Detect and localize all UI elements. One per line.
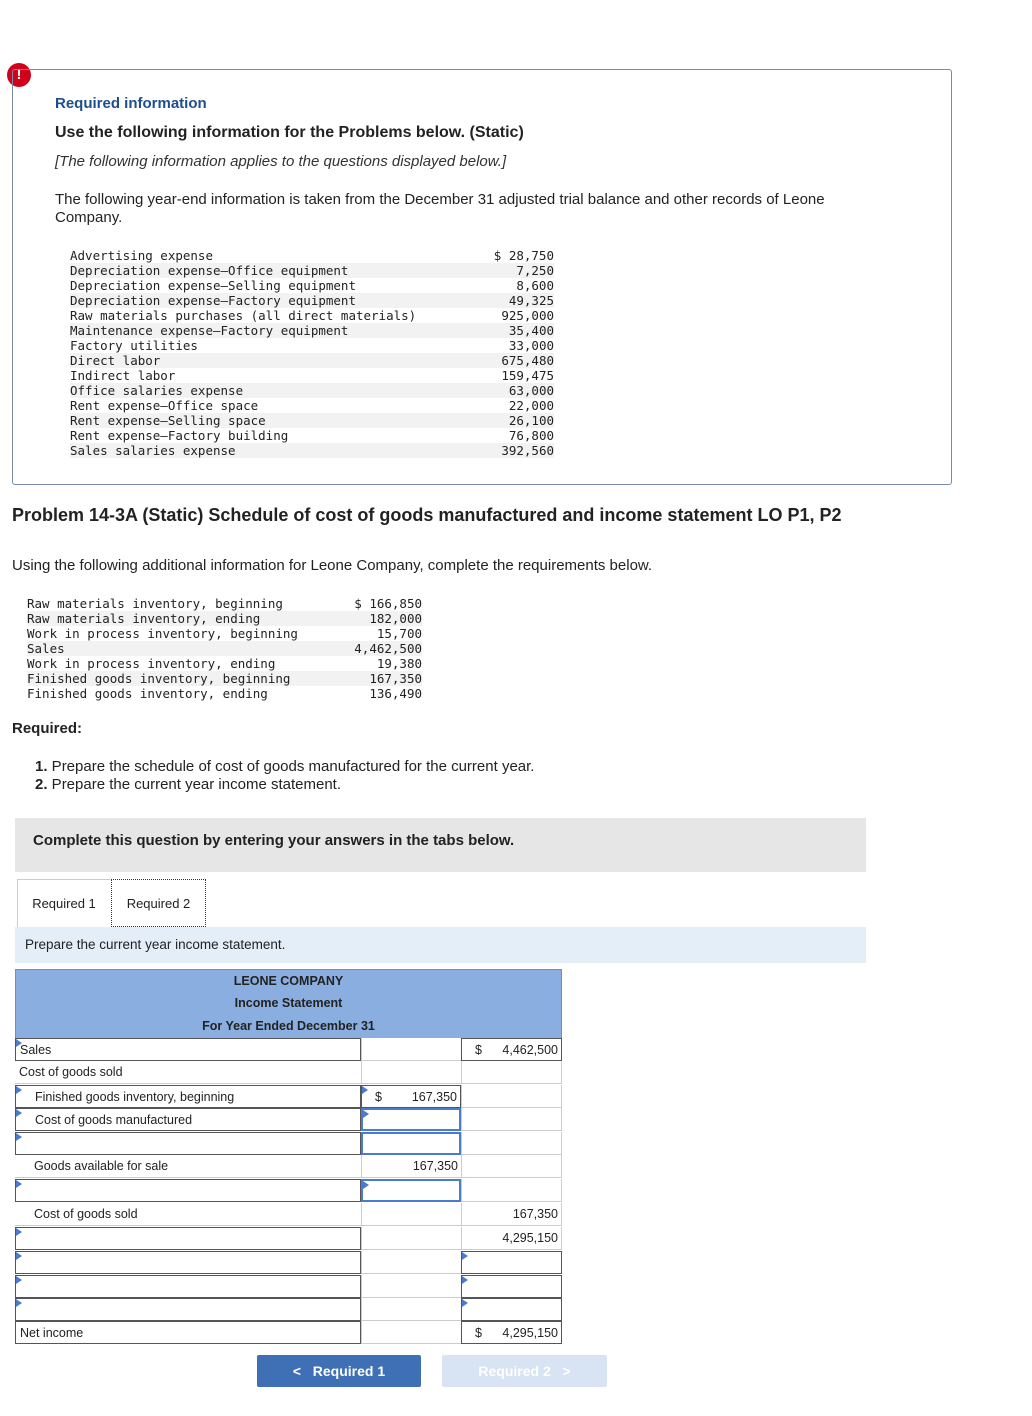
row-amount: 49,325 bbox=[432, 293, 554, 308]
dropdown-marker-icon bbox=[16, 1133, 22, 1141]
table-row bbox=[70, 338, 554, 353]
row-label: Work in process inventory, ending bbox=[27, 656, 276, 671]
row-amount: 15,700 bbox=[376, 626, 422, 641]
row-label: Rent expense—Factory building bbox=[70, 428, 289, 443]
complete-instructions-bar bbox=[15, 818, 866, 872]
complete-instructions-text: Complete this question by entering your answers in the tabs below. bbox=[33, 832, 515, 849]
sales-col2 bbox=[361, 1038, 461, 1061]
row-amount: $ 28,750 bbox=[493, 248, 554, 263]
dropdown-marker-icon bbox=[16, 1299, 22, 1307]
expense-col2-1 bbox=[361, 1251, 461, 1274]
row-label: Raw materials inventory, beginning bbox=[27, 596, 283, 611]
alert-icon: ! bbox=[7, 63, 31, 87]
table-row bbox=[27, 641, 422, 656]
row-label: Finished goods inventory, beginning bbox=[27, 671, 310, 686]
problem-instructions: Using the following additional information for Leone Company, complete the requirements below. bbox=[12, 557, 653, 574]
table-row bbox=[27, 596, 422, 611]
row-label: Factory utilities bbox=[70, 338, 198, 353]
expense-amount-field-2[interactable] bbox=[461, 1275, 562, 1298]
fg-begin-amount-field[interactable]: $ 167,350 bbox=[361, 1085, 461, 1108]
gross-col2 bbox=[361, 1227, 461, 1250]
required-label: Required: bbox=[12, 720, 83, 737]
row-amount: 675,480 bbox=[432, 353, 554, 368]
tab-required-1[interactable]: Required 1 bbox=[17, 879, 110, 927]
table-row bbox=[27, 656, 422, 671]
row-label: Depreciation expense—Selling equipment bbox=[70, 278, 356, 293]
blank-amount-field-1[interactable] bbox=[361, 1132, 461, 1155]
sales-amount-field[interactable]: $ 4,462,500 bbox=[461, 1038, 562, 1061]
blank-label-field-2[interactable] bbox=[15, 1179, 361, 1202]
row-amount: 35,400 bbox=[432, 323, 554, 338]
row-amount: 26,100 bbox=[432, 413, 554, 428]
dropdown-marker-icon bbox=[16, 1086, 22, 1094]
dropdown-marker-icon bbox=[16, 1039, 22, 1047]
row-label: Advertising expense bbox=[70, 248, 213, 263]
net-income-label-field[interactable]: Net income bbox=[15, 1321, 361, 1344]
row-amount: 7,250 bbox=[432, 263, 554, 278]
dropdown-marker-icon bbox=[16, 1180, 22, 1188]
row-amount: 33,000 bbox=[508, 338, 554, 353]
row-amount: $ 166,850 bbox=[354, 596, 422, 611]
table-row bbox=[70, 293, 554, 308]
row-amount: 22,000 bbox=[508, 398, 554, 413]
row-amount: 392,560 bbox=[432, 443, 554, 458]
table-row bbox=[70, 368, 554, 383]
info-subheading: Use the following information for the Problems below. (Static) bbox=[55, 124, 524, 141]
gafs-col3 bbox=[461, 1155, 562, 1178]
gafs-amount: 167,350 bbox=[361, 1155, 461, 1178]
row-label: Sales bbox=[27, 641, 310, 656]
row-amount: 925,000 bbox=[501, 308, 554, 323]
next-button-label: Required 2 bbox=[478, 1363, 551, 1379]
gafs-label: Goods available for sale bbox=[15, 1155, 361, 1178]
required-info-heading: Required information bbox=[55, 95, 207, 112]
row-amount: 182,000 bbox=[310, 611, 422, 626]
cogs-col2 bbox=[361, 1203, 461, 1226]
cogs-header-col2 bbox=[361, 1061, 461, 1084]
row-amount: 4,462,500 bbox=[310, 641, 422, 656]
table-row bbox=[27, 686, 422, 701]
chevron-left-icon: < bbox=[292, 1363, 302, 1379]
input-marker-icon bbox=[363, 1110, 369, 1118]
row-label: Depreciation expense—Office equipment bbox=[70, 263, 432, 278]
expense-amount-field-3[interactable] bbox=[461, 1298, 562, 1321]
dropdown-marker-icon bbox=[16, 1109, 22, 1117]
blank-col3-1 bbox=[461, 1132, 562, 1155]
prev-required-1-button[interactable] bbox=[257, 1355, 421, 1387]
net-income-col2 bbox=[361, 1321, 461, 1344]
net-income-amount-field[interactable]: $ 4,295,150 bbox=[461, 1321, 562, 1344]
statement-period: For Year Ended December 31 bbox=[15, 1015, 562, 1038]
tab-required-2[interactable]: Required 2 bbox=[111, 879, 206, 927]
next-required-2-button[interactable] bbox=[442, 1355, 607, 1387]
info-note: [The following information applies to the questions displayed below.] bbox=[55, 153, 507, 170]
row-label: Depreciation expense—Factory equipment bbox=[70, 293, 432, 308]
table-row bbox=[70, 398, 554, 413]
requirements-list bbox=[35, 758, 534, 794]
sales-label-field[interactable]: Sales bbox=[15, 1038, 361, 1061]
row-amount: 8,600 bbox=[516, 278, 554, 293]
row-label: Rent expense—Selling space bbox=[70, 413, 432, 428]
expense-label-field-1[interactable] bbox=[15, 1251, 361, 1274]
table-row bbox=[70, 278, 554, 293]
row-amount: 76,800 bbox=[508, 428, 554, 443]
requirement-1: 1. Prepare the schedule of cost of goods manufactured for the current year. bbox=[35, 758, 535, 775]
row-amount: 159,475 bbox=[501, 368, 554, 383]
blank-amount-field-2[interactable] bbox=[361, 1179, 461, 1202]
gross-label-field[interactable] bbox=[15, 1227, 361, 1250]
dropdown-marker-icon bbox=[16, 1228, 22, 1236]
info-intro: The following year-end information is taken from the December 31 adjusted trial balance and other records of Leone Company. bbox=[55, 191, 825, 226]
cogm-col3 bbox=[461, 1108, 562, 1131]
cogs-header-col3 bbox=[461, 1061, 562, 1084]
blank-col3-2 bbox=[461, 1179, 562, 1202]
tab-instructions-bar bbox=[15, 927, 866, 963]
cogs-label: Cost of goods sold bbox=[15, 1203, 361, 1226]
row-label: Rent expense—Office space bbox=[70, 398, 259, 413]
input-marker-icon bbox=[462, 1299, 468, 1307]
input-marker-icon bbox=[362, 1086, 368, 1094]
cogs-amount: 167,350 bbox=[461, 1203, 562, 1226]
requirement-2: 2. Prepare the current year income statement. bbox=[35, 776, 341, 793]
table-row bbox=[70, 308, 554, 323]
row-label: Maintenance expense—Factory equipment bbox=[70, 323, 432, 338]
expense-label-field-3[interactable] bbox=[15, 1298, 361, 1321]
table-row bbox=[70, 428, 554, 443]
chevron-right-icon: > bbox=[562, 1363, 571, 1379]
row-label: Sales salaries expense bbox=[70, 443, 432, 458]
row-label: Raw materials inventory, ending bbox=[27, 611, 310, 626]
row-label: Work in process inventory, beginning bbox=[27, 626, 298, 641]
table-row bbox=[70, 353, 554, 368]
blank-label-field-1[interactable] bbox=[15, 1132, 361, 1155]
additional-info-table bbox=[27, 596, 422, 701]
statement-title: Income Statement bbox=[15, 992, 562, 1015]
dropdown-marker-icon bbox=[16, 1276, 22, 1284]
expense-col2-2 bbox=[361, 1275, 461, 1298]
gross-amount: 4,295,150 bbox=[461, 1227, 562, 1250]
input-marker-icon bbox=[462, 1252, 468, 1260]
row-label: Direct labor bbox=[70, 353, 432, 368]
cogs-header-label: Cost of goods sold bbox=[15, 1061, 361, 1084]
statement-company: LEONE COMPANY bbox=[15, 969, 562, 992]
table-row bbox=[70, 443, 554, 458]
row-amount: 19,380 bbox=[376, 656, 422, 671]
row-amount: 167,350 bbox=[310, 671, 422, 686]
row-label: Office salaries expense bbox=[70, 383, 432, 398]
table-row bbox=[70, 383, 554, 398]
tab-instructions-text: Prepare the current year income statement. bbox=[25, 937, 286, 952]
table-row bbox=[27, 626, 422, 641]
table-row bbox=[70, 263, 554, 278]
prev-button-label: Required 1 bbox=[312, 1363, 386, 1379]
table-row bbox=[70, 248, 554, 263]
table-row bbox=[27, 611, 422, 626]
fg-begin-label-field[interactable]: Finished goods inventory, beginning bbox=[15, 1085, 361, 1108]
row-label: Indirect labor bbox=[70, 368, 176, 383]
table-row bbox=[27, 671, 422, 686]
fg-begin-col3 bbox=[461, 1085, 562, 1108]
trial-balance-table bbox=[70, 248, 554, 458]
expense-col2-3 bbox=[361, 1298, 461, 1321]
input-marker-icon bbox=[363, 1181, 369, 1189]
expense-label-field-2[interactable] bbox=[15, 1275, 361, 1298]
row-amount: 63,000 bbox=[432, 383, 554, 398]
row-label: Finished goods inventory, ending bbox=[27, 686, 268, 701]
table-row bbox=[70, 413, 554, 428]
cogm-label-field[interactable]: Cost of goods manufactured bbox=[15, 1108, 361, 1131]
input-marker-icon bbox=[462, 1276, 468, 1284]
cogm-amount-field[interactable] bbox=[361, 1108, 461, 1131]
problem-title: Problem 14-3A (Static) Schedule of cost of goods manufactured and income statement LO P1, P2 bbox=[12, 505, 842, 525]
expense-amount-field-1[interactable] bbox=[461, 1251, 562, 1274]
dropdown-marker-icon bbox=[16, 1252, 22, 1260]
table-row bbox=[70, 323, 554, 338]
row-amount: 136,490 bbox=[369, 686, 422, 701]
row-label: Raw materials purchases (all direct materials) bbox=[70, 308, 417, 323]
